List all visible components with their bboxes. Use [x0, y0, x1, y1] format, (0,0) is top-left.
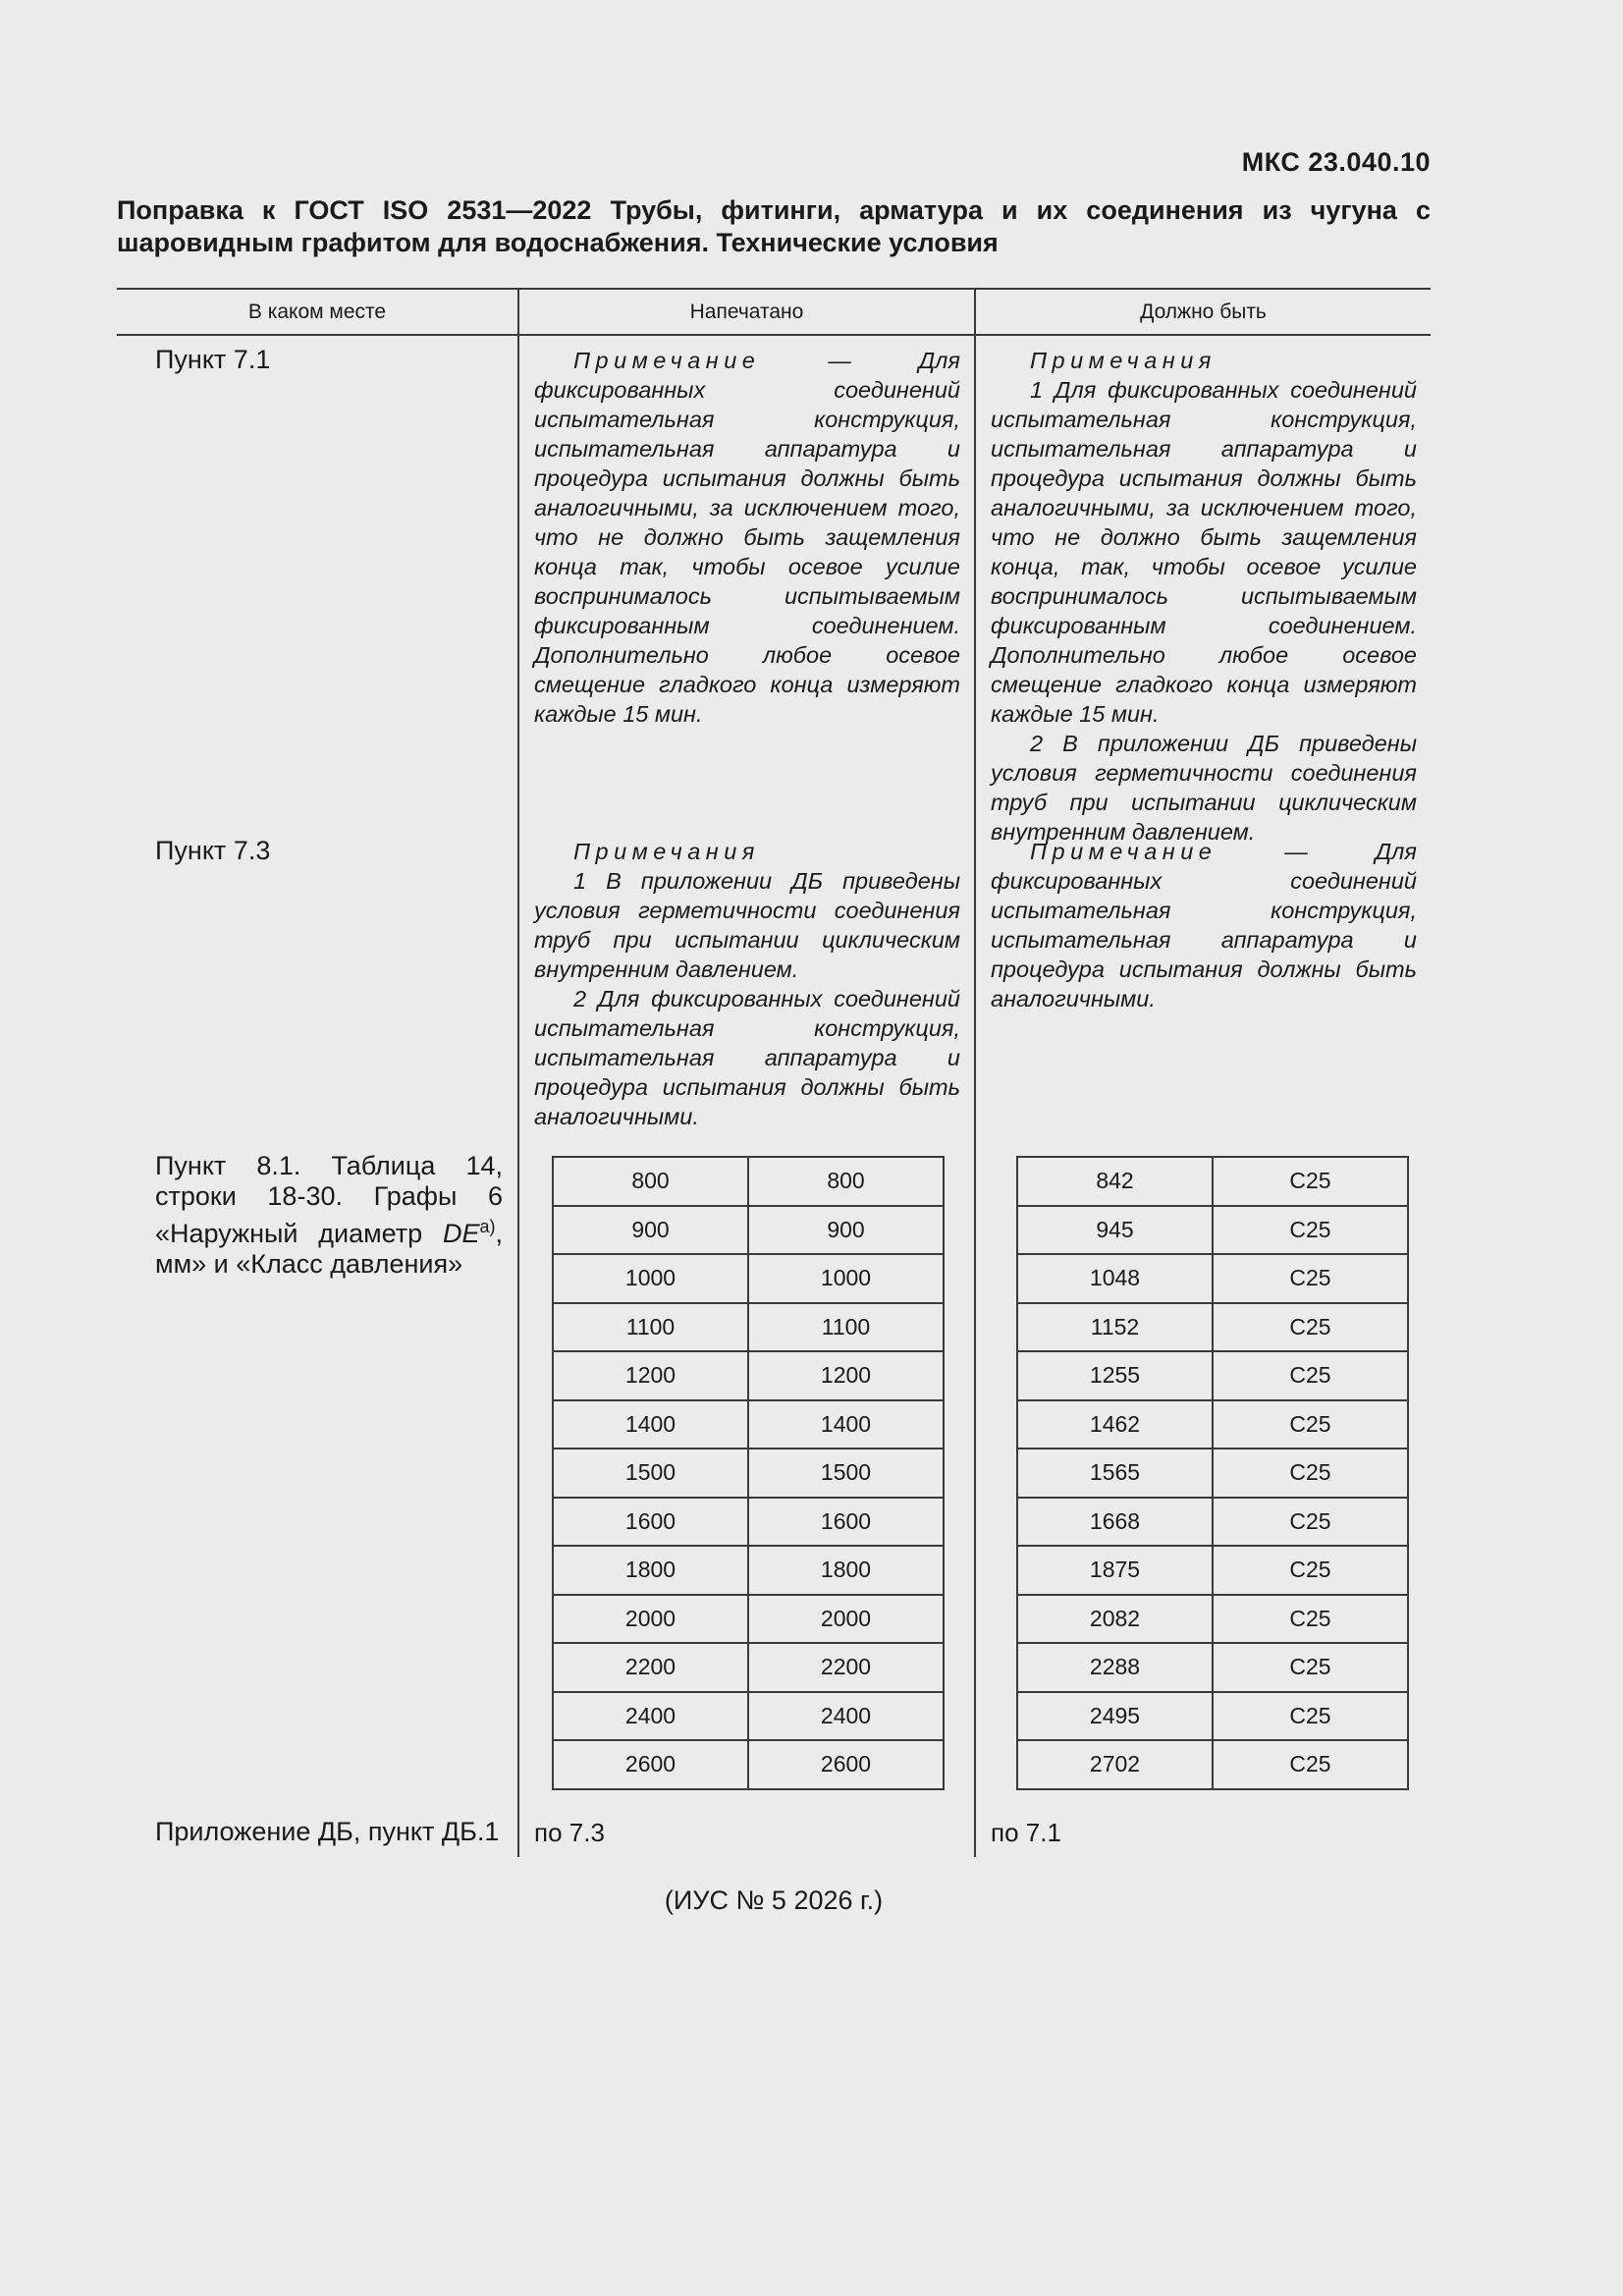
table-cell: 800 [553, 1157, 748, 1206]
table-cell: C25 [1213, 1449, 1408, 1498]
table-cell: 1500 [748, 1449, 944, 1498]
column-header-printed: Напечатано [689, 301, 804, 323]
row-1-should-be-text [991, 346, 1417, 847]
note-body: — Для фиксированных соединений испытательная конструкция, испытательная аппаратура и процедура испытания должны быть аналогичными, за исключением того, что не должно быть защемления конца так, чтобы осевое усилие воспринималось испытываемым фиксированным соединением. Дополнительно любое осевое смещение гладкого конца измеряют каждые 15 мин. [534, 348, 960, 727]
table-cell: 2288 [1017, 1643, 1213, 1692]
table-cell: 1800 [748, 1546, 944, 1595]
note-1: 1 Для фиксированных соединений испытательная конструкция, испытательная аппаратура и процедура испытания должны быть аналогичными, за исключением того, что не должно быть защемления конца, так, чтобы осевое усилие воспринималось испытываемым фиксированным соединением. Дополнительно любое осевое смещение гладкого конца измеряют каждые 15 мин. [991, 377, 1417, 727]
table-cell: 2495 [1017, 1692, 1213, 1741]
table-cell: C25 [1213, 1740, 1408, 1789]
table-cell: 1000 [748, 1254, 944, 1303]
table-row [1017, 1303, 1408, 1352]
table-cell: 2600 [553, 1740, 748, 1789]
note-1: 1 В приложении ДБ приведены условия герметичности соединения труб при испытании циклическим внутренним давлением. [534, 868, 960, 982]
printed-values-table [552, 1156, 945, 1790]
ius-reference: (ИУС № 5 2026 г.) [664, 1886, 884, 1915]
table-row [1017, 1254, 1408, 1303]
table-row [553, 1595, 944, 1644]
column-header-where: В каком месте [247, 301, 387, 323]
table-row [553, 1254, 944, 1303]
table-cell: 842 [1017, 1157, 1213, 1206]
table-row [553, 1449, 944, 1498]
table-cell: C25 [1213, 1546, 1408, 1595]
table-cell: C25 [1213, 1206, 1408, 1255]
row-2-location: Пункт 7.3 [155, 836, 271, 865]
row-4-location: Приложение ДБ, пункт ДБ.1 [155, 1817, 500, 1846]
table-cell: 2400 [748, 1692, 944, 1741]
table-cell: 2082 [1017, 1595, 1213, 1644]
table-cell: 2600 [748, 1740, 944, 1789]
table-cell: 2200 [553, 1643, 748, 1692]
table-cell: 2702 [1017, 1740, 1213, 1789]
table-row [553, 1303, 944, 1352]
table-row [553, 1643, 944, 1692]
table-cell: 2000 [553, 1595, 748, 1644]
table-cell: 1200 [553, 1351, 748, 1400]
table-cell: C25 [1213, 1303, 1408, 1352]
table-cell: 1100 [748, 1303, 944, 1352]
row-3-location-tail: , мм» и «Класс давления» [155, 1219, 503, 1279]
table-cell: 1400 [553, 1400, 748, 1449]
table-cell: 1000 [553, 1254, 748, 1303]
de-symbol: DE [442, 1219, 480, 1248]
table-cell: C25 [1213, 1595, 1408, 1644]
table-row [1017, 1692, 1408, 1741]
note-body: — Для фиксированных соединений испытательная конструкция, испытательная аппаратура и процедура испытания должны быть аналогичными. [991, 839, 1417, 1011]
column-divider-1 [517, 288, 519, 1857]
table-row [553, 1351, 944, 1400]
row-1-location: Пункт 7.1 [155, 345, 271, 374]
table-row [1017, 1546, 1408, 1595]
table-cell: C25 [1213, 1351, 1408, 1400]
table-cell: 1500 [553, 1449, 748, 1498]
table-cell: C25 [1213, 1157, 1408, 1206]
row-3-location-text: Пункт 8.1. Таблица 14, строки 18-30. Графы 6 «Наружный диаметр [155, 1151, 503, 1248]
mks-code: МКС 23.040.10 [1241, 147, 1431, 177]
table-row [553, 1157, 944, 1206]
table-row [1017, 1206, 1408, 1255]
table-row [553, 1206, 944, 1255]
table-cell: 945 [1017, 1206, 1213, 1255]
table-row [553, 1498, 944, 1547]
document-title: Поправка к ГОСТ ISO 2531—2022 Трубы, фитинги, арматура и их соединения из чугуна с шаровидным графитом для водоснабжения. Технические условия [117, 195, 1431, 257]
table-row [1017, 1740, 1408, 1789]
table-cell: 1152 [1017, 1303, 1213, 1352]
table-cell: 1800 [553, 1546, 748, 1595]
table-cell: C25 [1213, 1400, 1408, 1449]
row-4-printed-text: по 7.3 [534, 1818, 605, 1847]
table-row [1017, 1351, 1408, 1400]
table-cell: 1200 [748, 1351, 944, 1400]
notes-label: Примечания [573, 839, 760, 864]
table-cell: 900 [553, 1206, 748, 1255]
table-cell: 2000 [748, 1595, 944, 1644]
table-cell: 1668 [1017, 1498, 1213, 1547]
table-cell: C25 [1213, 1254, 1408, 1303]
table-cell: 900 [748, 1206, 944, 1255]
note-2: 2 В приложении ДБ приведены условия герметичности соединения труб при испытании циклическим внутренним давлением. [991, 731, 1417, 845]
table-cell: 1600 [553, 1498, 748, 1547]
table-cell: 2200 [748, 1643, 944, 1692]
table-row [1017, 1157, 1408, 1206]
note-label: Примечание [573, 348, 761, 373]
note-2: 2 Для фиксированных соединений испытательная конструкция, испытательная аппаратура и процедура испытания должны быть аналогичными. [534, 986, 960, 1129]
table-row [553, 1546, 944, 1595]
table-cell: 800 [748, 1157, 944, 1206]
table-cell: 1100 [553, 1303, 748, 1352]
table-cell: 1600 [748, 1498, 944, 1547]
table-row [1017, 1400, 1408, 1449]
table-row [1017, 1498, 1408, 1547]
row-1-printed-text [534, 346, 960, 729]
row-2-printed-text [534, 837, 960, 1131]
row-3-location [155, 1151, 503, 1280]
table-cell: 1400 [748, 1400, 944, 1449]
table-row [553, 1400, 944, 1449]
table-row [1017, 1449, 1408, 1498]
table-row [1017, 1595, 1408, 1644]
table-row [553, 1740, 944, 1789]
table-cell: 1565 [1017, 1449, 1213, 1498]
table-row [1017, 1643, 1408, 1692]
column-header-should-be: Должно быть [1140, 301, 1267, 323]
table-cell: 1255 [1017, 1351, 1213, 1400]
table-cell: 1875 [1017, 1546, 1213, 1595]
notes-label: Примечания [1030, 348, 1217, 373]
table-cell: 1462 [1017, 1400, 1213, 1449]
should-be-values-table [1016, 1156, 1409, 1790]
column-divider-2 [974, 288, 976, 1857]
table-cell: C25 [1213, 1692, 1408, 1741]
table-cell: C25 [1213, 1643, 1408, 1692]
table-row [553, 1692, 944, 1741]
table-cell: 2400 [553, 1692, 748, 1741]
table-cell: 1048 [1017, 1254, 1213, 1303]
note-label: Примечание [1030, 839, 1217, 864]
row-4-should-be-text: по 7.1 [991, 1818, 1061, 1847]
row-2-should-be-text [991, 837, 1417, 1013]
footnote-marker: a) [479, 1217, 496, 1236]
table-cell: C25 [1213, 1498, 1408, 1547]
